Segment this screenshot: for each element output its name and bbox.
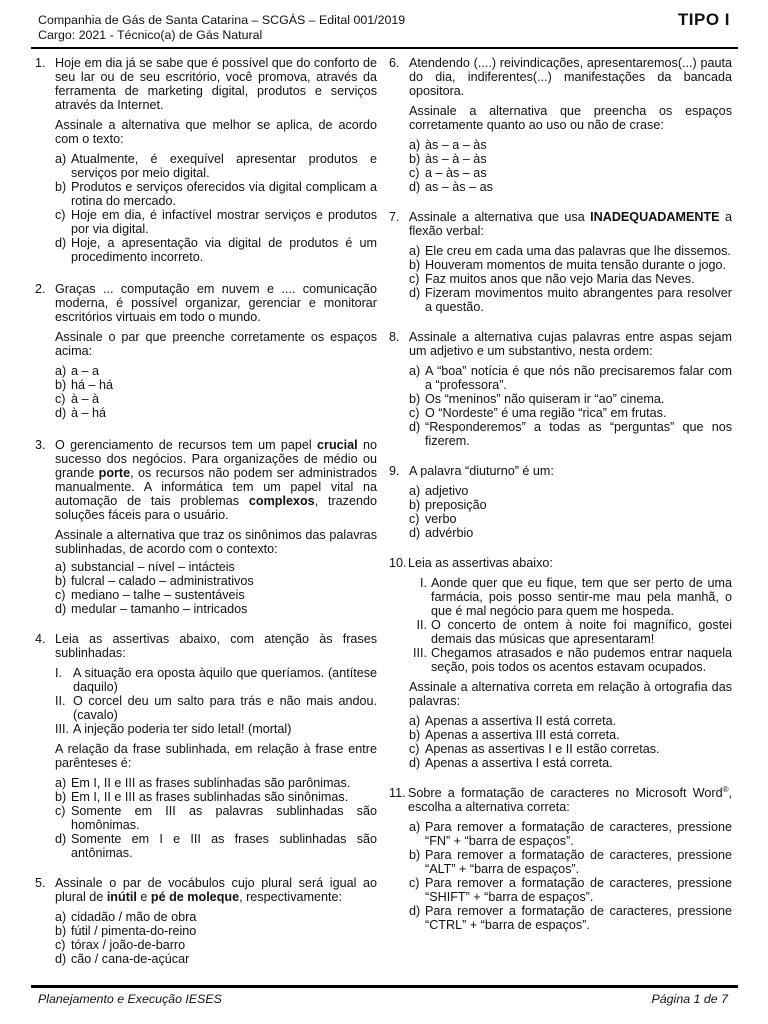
option-a: a) às – a – às — [409, 138, 487, 152]
question-instruction: Assinale a alternativa que traz os sinônimos das palavras sublinhadas, de acordo com o contexto: — [55, 528, 377, 556]
option-d: d) “Responderemos” a todas as “perguntas” que nos fizerem. — [409, 420, 732, 448]
option-b: b) preposição — [409, 498, 487, 512]
question-stem: Graças ... computação em nuvem e .... comunicação moderna, é possível organizar, gerenciar e monitorar escritórios virtuais em todo o mundo. — [55, 282, 377, 324]
question-stem: Assinale o par de vocábulos cujo plural será igual ao plural de inútil e pé de moleque, respectivamente: — [55, 876, 377, 904]
option-a: a) Para remover a formatação de caracteres, pressione “FN” + “barra de espaços”. — [409, 820, 732, 848]
question-stem: Leia as assertivas abaixo: — [408, 556, 553, 570]
option-c: c) O “Nordeste” é uma região “rica” em frutas. — [409, 406, 667, 420]
question-number: 5. — [35, 876, 46, 890]
option-b: b) Em I, II e III as frases sublinhadas são sinônimas. — [55, 790, 349, 804]
option-c: c) mediano – talhe – sustentáveis — [55, 588, 245, 602]
option-b: b) fulcral – calado – administrativos — [55, 574, 254, 588]
option-d: d) as – às – as — [409, 180, 493, 194]
question-11 — [389, 786, 732, 932]
footer-organizer: Planejamento e Execução IESES — [38, 992, 222, 1006]
question-stem: O gerenciamento de recursos tem um papel crucial no sucesso dos negócios. Para organizações de médio ou grande porte, os recursos não podem ser administrados manualmente. A informática tem um papel vital na automação de tais problemas complexos, trazendo soluções fáceis para o usuário. — [55, 438, 378, 522]
question-8 — [389, 330, 732, 448]
question-stem: Assinale a alternativa que usa INADEQUADAMENTE a flexão verbal: — [409, 210, 732, 238]
question-number: 4. — [35, 632, 46, 646]
header-company: Companhia de Gás de Santa Catarina – SCGÁS – Edital 001/2019 — [38, 13, 406, 27]
assertion-2: II. O concerto de ontem à noite foi magnífico, gostei demais das músicas que apresentaram! — [416, 618, 732, 646]
option-c: c) tórax / joão-de-barro — [55, 938, 186, 952]
assertion-2: II. O corcel deu um salto para trás e não mais andou. (cavalo) — [55, 694, 377, 722]
page-footer — [38, 992, 728, 1006]
option-a: a) A “boa” notícia é que nós não precisaremos falar com a “professora”. — [409, 364, 732, 392]
assertions-list — [407, 576, 732, 674]
option-b: b) Produtos e serviços oferecidos via digital complicam a rotina do mercado. — [55, 180, 377, 208]
question-5 — [35, 876, 377, 966]
question-4 — [35, 632, 377, 860]
question-number: 9. — [389, 464, 400, 478]
option-b: b) há – há — [55, 378, 114, 392]
option-c: c) verbo — [409, 512, 457, 526]
question-stem: Sobre a formatação de caracteres no Microsoft Word®, escolha a alternativa correta: — [408, 784, 732, 814]
option-d: d) Fizeram movimentos muito abrangentes para resolver a questão. — [409, 286, 732, 314]
question-2 — [35, 282, 377, 420]
option-c: c) a – às – as — [409, 166, 487, 180]
question-instruction: A relação da frase sublinhada, em relação à frase entre parênteses é: — [55, 742, 377, 770]
right-column — [389, 56, 732, 945]
question-10 — [389, 556, 732, 770]
question-stem: Atendendo (....) reivindicações, apresentaremos(...) pauta do dia, indiferentes(...) manifestações da bancada opositora. — [409, 56, 732, 98]
header-cargo: Cargo: 2021 - Técnico(a) de Gás Natural — [38, 28, 263, 42]
question-number: 7. — [389, 210, 400, 224]
question-9 — [389, 464, 732, 540]
question-instruction: Assinale a alternativa correta em relação à ortografia das palavras: — [409, 680, 732, 708]
page-number: Página 1 de 7 — [651, 992, 728, 1006]
question-instruction: Assinale a alternativa que melhor se aplica, de acordo com o texto: — [55, 118, 377, 146]
option-c: c) Para remover a formatação de caracteres, pressione “SHIFT” + “barra de espaços”. — [409, 876, 732, 904]
question-number: 6. — [389, 56, 400, 70]
option-b: b) fútil / pimenta-do-reino — [55, 924, 197, 938]
question-number: 2. — [35, 282, 46, 296]
option-d: d) Somente em I e III as frases sublinhadas são antônimas. — [55, 832, 377, 860]
option-b: b) Os “meninos” não quiseram ir “ao” cinema. — [409, 392, 665, 406]
question-number: 1. — [35, 56, 46, 70]
question-stem: Assinale a alternativa cujas palavras entre aspas sejam um adjetivo e um substantivo, nesta ordem: — [409, 330, 732, 358]
option-a: a) Apenas a assertiva II está correta. — [409, 714, 617, 728]
question-instruction: Assinale a alternativa que preencha os espaços corretamente quanto ao uso ou não de crase: — [409, 104, 732, 132]
option-a: a) Atualmente, é exequível apresentar produtos e serviços por meio digital. — [55, 152, 377, 180]
question-6 — [389, 56, 732, 194]
option-a: a) Em I, II e III as frases sublinhadas são parônimas. — [55, 776, 351, 790]
left-column — [35, 56, 377, 979]
option-b: b) Houveram momentos de muita tensão durante o jogo. — [409, 258, 727, 272]
option-d: d) Apenas a assertiva I está correta. — [409, 756, 613, 770]
option-d: d) Para remover a formatação de caracteres, pressione “CTRL” + “barra de espaços”. — [409, 904, 732, 932]
option-c: c) Hoje em dia, é infactível mostrar serviços e produtos por via digital. — [55, 208, 377, 236]
option-c: c) Apenas as assertivas I e II estão corretas. — [409, 742, 660, 756]
option-a: a) adjetivo — [409, 484, 469, 498]
assertion-3: III. Chegamos atrasados e não pudemos entrar naquela seção, pois todos os acentos estavam ocupados. — [413, 646, 732, 674]
assertion-1: I. Aonde quer que eu fique, tem que ser perto de uma farmácia, pois posso sentir-me mau pela manhã, o que é mal negócio para quem me hospeda. — [420, 576, 732, 618]
option-d: d) à – há — [55, 406, 107, 420]
option-d: d) Hoje, a apresentação via digital de produtos é um procedimento incorreto. — [55, 236, 377, 264]
option-d: d) cão / cana-de-açúcar — [55, 952, 190, 966]
option-b: b) às – à – às — [409, 152, 487, 166]
assertion-1: I. A situação era oposta àquilo que queríamos. (antítese daquilo) — [55, 666, 377, 694]
header-divider — [31, 47, 738, 49]
option-d: d) advérbio — [409, 526, 474, 540]
question-7 — [389, 210, 732, 314]
option-b: b) Para remover a formatação de caracteres, pressione “ALT” + “barra de espaços”. — [409, 848, 732, 876]
question-number: 3. — [35, 438, 46, 452]
option-b: b) Apenas a assertiva III está correta. — [409, 728, 620, 742]
page-header — [38, 10, 732, 43]
question-stem: Leia as assertivas abaixo, com atenção às frases sublinhadas: — [55, 632, 377, 660]
question-1 — [35, 56, 377, 264]
question-number: 8. — [389, 330, 400, 344]
header-tipo: TIPO I — [677, 10, 730, 29]
question-stem: Hoje em dia já se sabe que é possível que do conforto de seu lar ou de seu escritório, você promova, através da ferramenta de marketing digital, produtos e serviços através da Internet. — [55, 56, 377, 112]
option-c: c) Somente em III as palavras sublinhadas são homônimas. — [55, 804, 377, 832]
footer-divider — [31, 985, 738, 988]
option-a: a) Ele creu em cada uma das palavras que lhe dissemos. — [409, 244, 731, 258]
option-d: d) medular – tamanho – intricados — [55, 602, 248, 616]
question-stem: A palavra “diuturno” é um: — [409, 464, 554, 478]
option-c: c) à – à — [55, 392, 100, 406]
option-a: a) cidadão / mão de obra — [55, 910, 197, 924]
question-number: 10. — [389, 556, 407, 570]
assertions-list — [55, 666, 377, 736]
question-3 — [35, 438, 377, 616]
option-a: a) substancial – nível – intácteis — [55, 560, 235, 574]
question-number: 11. — [389, 786, 406, 800]
option-c: c) Faz muitos anos que não vejo Maria das Neves. — [409, 272, 695, 286]
assertion-3: III. A injeção poderia ter sido letal! (mortal) — [55, 722, 292, 736]
question-instruction: Assinale o par que preenche corretamente os espaços acima: — [55, 330, 377, 358]
option-a: a) a – a — [55, 364, 100, 378]
